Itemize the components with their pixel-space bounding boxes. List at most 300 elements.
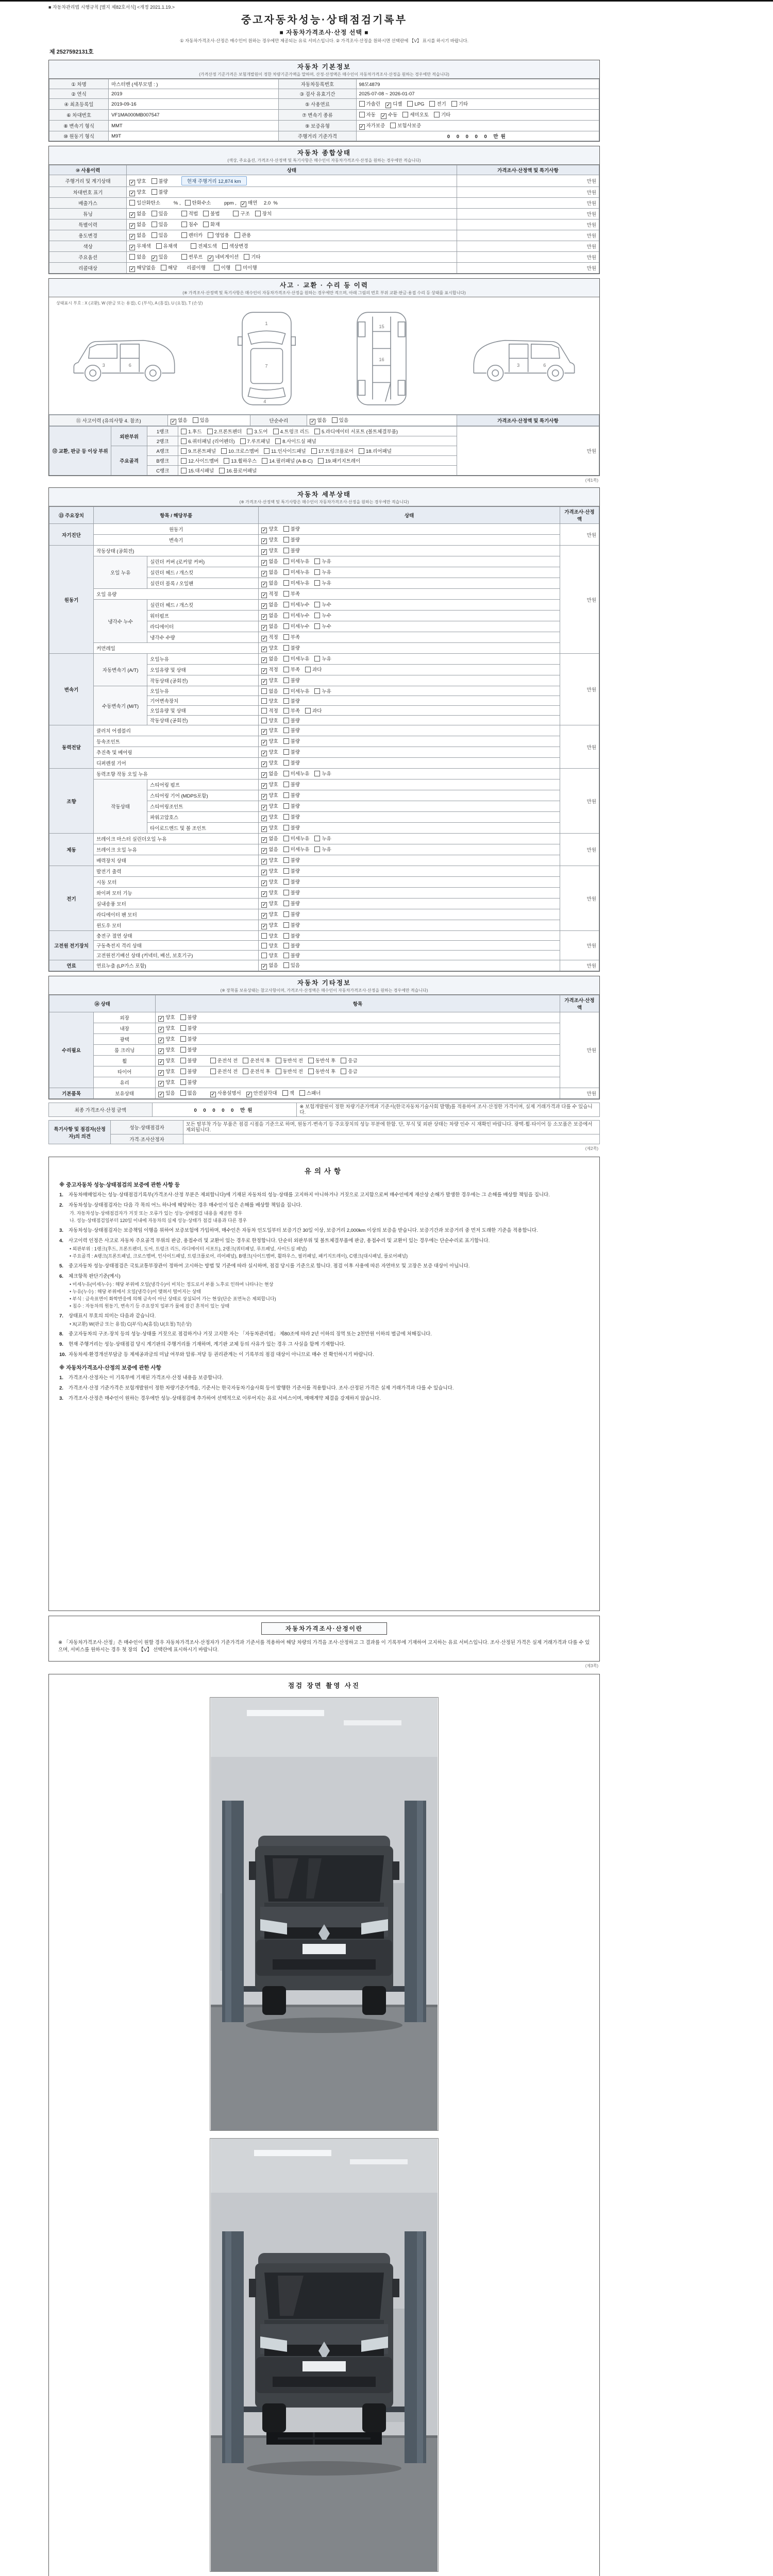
checkbox-불량[interactable] bbox=[283, 952, 300, 959]
checkbox-16.플로어패널[interactable] bbox=[219, 467, 257, 474]
checkbox-일산화탄소[interactable] bbox=[129, 199, 160, 206]
checkbox-box[interactable] bbox=[275, 438, 281, 444]
checkbox-box[interactable] bbox=[429, 101, 435, 107]
checkbox-box[interactable]: ✓ bbox=[159, 1027, 163, 1032]
checkbox-색상변경[interactable] bbox=[222, 242, 248, 249]
checkbox-box[interactable]: ✓ bbox=[130, 180, 135, 185]
checkbox-운전석 전[interactable] bbox=[210, 1057, 238, 1064]
checkbox-10.크로스멤버[interactable] bbox=[221, 447, 259, 454]
checkbox-box[interactable] bbox=[185, 200, 191, 206]
checkbox-box[interactable] bbox=[314, 580, 320, 586]
checkbox-box[interactable] bbox=[283, 857, 289, 863]
checkbox-box[interactable]: ✓ bbox=[262, 560, 267, 566]
checkbox-box[interactable]: ✓ bbox=[262, 625, 267, 631]
checkbox-전기[interactable] bbox=[429, 100, 446, 107]
checkbox-box[interactable] bbox=[152, 232, 157, 238]
checkbox-응급[interactable] bbox=[341, 1067, 357, 1075]
checkbox-box[interactable]: ✓ bbox=[262, 859, 267, 865]
checkbox-없음[interactable] bbox=[261, 568, 278, 577]
checkbox-누유[interactable] bbox=[314, 687, 331, 694]
checkbox-box[interactable] bbox=[283, 962, 289, 968]
checkbox-box[interactable] bbox=[261, 933, 267, 939]
checkbox-세미오토[interactable] bbox=[402, 111, 429, 118]
checkbox-box[interactable]: ✓ bbox=[262, 837, 267, 843]
checkbox-매연[interactable] bbox=[241, 199, 257, 207]
checkbox-부족[interactable] bbox=[283, 666, 300, 673]
checkbox-양호[interactable] bbox=[261, 717, 278, 724]
checkbox-box[interactable] bbox=[180, 1069, 186, 1074]
checkbox-양호[interactable] bbox=[261, 802, 278, 810]
checkbox-17.트렁크플로어[interactable] bbox=[311, 447, 354, 454]
checkbox-없음[interactable] bbox=[261, 845, 278, 854]
checkbox-box[interactable] bbox=[207, 429, 213, 434]
checkbox-box[interactable] bbox=[283, 656, 289, 662]
checkbox-양호[interactable] bbox=[261, 867, 278, 875]
checkbox-미세누유[interactable] bbox=[283, 687, 310, 694]
checkbox-있음[interactable] bbox=[332, 416, 348, 423]
checkbox-box[interactable]: ✓ bbox=[262, 647, 267, 652]
checkbox-box[interactable]: ✓ bbox=[262, 826, 267, 832]
checkbox-없음[interactable] bbox=[129, 210, 146, 218]
checkbox-box[interactable] bbox=[243, 1069, 248, 1074]
checkbox-box[interactable]: ✓ bbox=[262, 668, 267, 674]
checkbox-동반석 후[interactable] bbox=[308, 1057, 335, 1064]
checkbox-썬루프[interactable] bbox=[181, 253, 203, 260]
checkbox-12.사이드멤버[interactable] bbox=[181, 457, 219, 464]
checkbox-box[interactable] bbox=[283, 846, 289, 852]
checkbox-불량[interactable] bbox=[283, 932, 300, 939]
checkbox-box[interactable] bbox=[261, 718, 267, 723]
checkbox-양호[interactable] bbox=[158, 1024, 175, 1032]
checkbox-box[interactable] bbox=[283, 868, 289, 874]
checkbox-box[interactable]: ✓ bbox=[262, 772, 267, 778]
checkbox-불량[interactable] bbox=[152, 177, 168, 184]
checkbox-없음[interactable] bbox=[261, 579, 278, 587]
checkbox-box[interactable] bbox=[264, 448, 270, 454]
checkbox-불량[interactable] bbox=[180, 1046, 197, 1053]
checkbox-잭[interactable] bbox=[282, 1089, 294, 1096]
checkbox-box[interactable] bbox=[247, 429, 253, 434]
checkbox-box[interactable]: ✓ bbox=[130, 212, 135, 218]
checkbox-13.휠하우스[interactable] bbox=[224, 457, 257, 464]
checkbox-LPG[interactable] bbox=[407, 101, 424, 107]
checkbox-누수[interactable] bbox=[314, 622, 331, 630]
checkbox-box[interactable]: ✓ bbox=[262, 902, 267, 908]
checkbox-box[interactable] bbox=[180, 1025, 186, 1031]
checkbox-box[interactable] bbox=[152, 222, 157, 227]
checkbox-양호[interactable] bbox=[129, 177, 146, 185]
checkbox-box[interactable] bbox=[283, 749, 289, 755]
checkbox-box[interactable] bbox=[203, 211, 209, 216]
checkbox-box[interactable]: ✓ bbox=[262, 848, 267, 854]
checkbox-양호[interactable] bbox=[261, 697, 278, 704]
checkbox-box[interactable]: ✓ bbox=[381, 113, 386, 119]
checkbox-불량[interactable] bbox=[180, 1013, 197, 1021]
checkbox-box[interactable] bbox=[261, 688, 267, 694]
checkbox-불량[interactable] bbox=[283, 867, 300, 874]
checkbox-응급[interactable] bbox=[341, 1057, 357, 1064]
checkbox-불량[interactable] bbox=[283, 942, 300, 949]
checkbox-과다[interactable] bbox=[305, 666, 322, 673]
checkbox-box[interactable] bbox=[283, 718, 289, 723]
checkbox-6.쿼터패널 (리어펜더)[interactable] bbox=[181, 437, 234, 445]
checkbox-없음[interactable] bbox=[261, 687, 278, 694]
checkbox-box[interactable] bbox=[283, 623, 289, 629]
checkbox-있음[interactable] bbox=[152, 253, 168, 261]
checkbox-양호[interactable] bbox=[261, 781, 278, 789]
checkbox-box[interactable] bbox=[180, 1058, 186, 1063]
checkbox-box[interactable] bbox=[314, 688, 320, 694]
checkbox-불량[interactable] bbox=[283, 781, 300, 788]
checkbox-양호[interactable] bbox=[261, 878, 278, 886]
checkbox-box[interactable] bbox=[314, 771, 320, 776]
checkbox-불량[interactable] bbox=[180, 1035, 197, 1042]
checkbox-box[interactable] bbox=[359, 448, 364, 454]
checkbox-box[interactable]: ✓ bbox=[171, 419, 176, 425]
checkbox-box[interactable] bbox=[283, 953, 289, 958]
checkbox-누수[interactable] bbox=[314, 601, 331, 608]
checkbox-box[interactable] bbox=[283, 901, 289, 906]
checkbox-box[interactable]: ✓ bbox=[262, 740, 267, 745]
checkbox-box[interactable] bbox=[129, 254, 135, 260]
checkbox-운전석 후[interactable] bbox=[243, 1067, 270, 1075]
checkbox-box[interactable] bbox=[283, 677, 289, 683]
checkbox-box[interactable] bbox=[390, 123, 396, 128]
checkbox-box[interactable] bbox=[193, 417, 198, 423]
checkbox-부족[interactable] bbox=[283, 590, 300, 597]
checkbox-box[interactable]: ✓ bbox=[262, 582, 267, 587]
checkbox-양호[interactable] bbox=[261, 900, 278, 908]
checkbox-box[interactable] bbox=[262, 458, 267, 464]
checkbox-box[interactable] bbox=[181, 458, 187, 464]
checkbox-box[interactable]: ✓ bbox=[247, 1092, 251, 1097]
checkbox-양호[interactable] bbox=[158, 1035, 175, 1043]
checkbox-box[interactable] bbox=[210, 1069, 216, 1074]
checkbox-양호[interactable] bbox=[261, 791, 278, 800]
checkbox-누유[interactable] bbox=[314, 557, 331, 565]
checkbox-무채색[interactable] bbox=[129, 242, 151, 250]
checkbox-box[interactable] bbox=[181, 222, 187, 227]
checkbox-자가보증[interactable] bbox=[359, 122, 385, 130]
checkbox-불량[interactable] bbox=[283, 717, 300, 724]
checkbox-box[interactable] bbox=[276, 1069, 281, 1074]
checkbox-box[interactable]: ✓ bbox=[262, 761, 267, 767]
checkbox-box[interactable] bbox=[283, 613, 289, 618]
checkbox-4.트렁크 리드[interactable] bbox=[273, 428, 309, 435]
checkbox-box[interactable]: ✓ bbox=[262, 891, 267, 897]
checkbox-없음[interactable] bbox=[261, 770, 278, 778]
checkbox-box[interactable] bbox=[261, 708, 267, 714]
checkbox-불량[interactable] bbox=[283, 878, 300, 885]
checkbox-양호[interactable] bbox=[261, 759, 278, 767]
checkbox-불량[interactable] bbox=[283, 759, 300, 766]
checkbox-불량[interactable] bbox=[180, 1024, 197, 1031]
checkbox-11.인사이드패널[interactable] bbox=[264, 447, 306, 454]
checkbox-미세누유[interactable] bbox=[283, 770, 310, 777]
checkbox-없음[interactable] bbox=[261, 612, 278, 620]
checkbox-운전석 후[interactable] bbox=[243, 1057, 270, 1064]
checkbox-box[interactable] bbox=[283, 792, 289, 798]
checkbox-7.루프패널[interactable] bbox=[240, 437, 271, 445]
checkbox-box[interactable] bbox=[283, 814, 289, 820]
checkbox-box[interactable]: ✓ bbox=[130, 266, 135, 272]
checkbox-box[interactable] bbox=[283, 580, 289, 586]
checkbox-box[interactable]: ✓ bbox=[262, 783, 267, 789]
checkbox-양호[interactable] bbox=[261, 910, 278, 919]
checkbox-보험사보증[interactable] bbox=[390, 122, 421, 129]
checkbox-없음[interactable] bbox=[261, 655, 278, 663]
checkbox-box[interactable]: ✓ bbox=[262, 636, 267, 641]
checkbox-box[interactable]: ✓ bbox=[130, 223, 135, 229]
checkbox-부족[interactable] bbox=[283, 633, 300, 640]
checkbox-미세누유[interactable] bbox=[283, 835, 310, 842]
checkbox-box[interactable]: ✓ bbox=[386, 103, 391, 108]
checkbox-양호[interactable] bbox=[261, 676, 278, 685]
checkbox-양호[interactable] bbox=[261, 952, 278, 959]
checkbox-box[interactable] bbox=[283, 933, 289, 939]
checkbox-box[interactable] bbox=[181, 468, 187, 473]
checkbox-box[interactable] bbox=[359, 112, 365, 117]
checkbox-box[interactable]: ✓ bbox=[262, 924, 267, 929]
checkbox-box[interactable]: ✓ bbox=[262, 528, 267, 533]
checkbox-미세누유[interactable] bbox=[283, 655, 310, 662]
checkbox-구조[interactable] bbox=[233, 210, 249, 217]
checkbox-불량[interactable] bbox=[283, 910, 300, 918]
checkbox-장치[interactable] bbox=[255, 210, 272, 217]
checkbox-box[interactable] bbox=[332, 417, 338, 423]
checkbox-box[interactable] bbox=[299, 1090, 305, 1096]
checkbox-box[interactable]: ✓ bbox=[262, 592, 267, 598]
checkbox-탄화수소[interactable] bbox=[185, 199, 211, 206]
checkbox-box[interactable] bbox=[161, 265, 166, 270]
checkbox-안전삼각대[interactable] bbox=[246, 1089, 277, 1097]
checkbox-누유[interactable] bbox=[314, 770, 331, 777]
checkbox-box[interactable] bbox=[203, 222, 209, 227]
checkbox-box[interactable] bbox=[261, 698, 267, 704]
checkbox-미세누유[interactable] bbox=[283, 845, 310, 853]
checkbox-부족[interactable] bbox=[283, 707, 300, 714]
checkbox-불량[interactable] bbox=[180, 1067, 197, 1075]
checkbox-기타[interactable] bbox=[244, 253, 260, 260]
checkbox-box[interactable] bbox=[283, 836, 289, 841]
checkbox-box[interactable] bbox=[222, 243, 228, 249]
checkbox-적정[interactable] bbox=[261, 707, 278, 714]
checkbox-box[interactable] bbox=[180, 1047, 186, 1053]
checkbox-box[interactable] bbox=[314, 429, 320, 434]
checkbox-미세누수[interactable] bbox=[283, 601, 310, 608]
checkbox-양호[interactable] bbox=[261, 942, 278, 949]
checkbox-box[interactable] bbox=[181, 448, 187, 454]
checkbox-box[interactable] bbox=[240, 438, 246, 444]
checkbox-가솔린[interactable] bbox=[359, 100, 381, 107]
checkbox-box[interactable] bbox=[129, 200, 135, 206]
checkbox-양호[interactable] bbox=[158, 1078, 175, 1087]
checkbox-box[interactable]: ✓ bbox=[262, 549, 267, 555]
checkbox-불량[interactable] bbox=[283, 676, 300, 684]
checkbox-15.대시패널[interactable] bbox=[181, 467, 214, 474]
checkbox-불량[interactable] bbox=[283, 802, 300, 809]
checkbox-불량[interactable] bbox=[180, 1057, 197, 1064]
checkbox-box[interactable] bbox=[181, 211, 187, 216]
checkbox-양호[interactable] bbox=[261, 547, 278, 555]
checkbox-box[interactable] bbox=[283, 548, 289, 553]
checkbox-box[interactable]: ✓ bbox=[130, 234, 135, 240]
checkbox-box[interactable] bbox=[314, 602, 320, 607]
checkbox-box[interactable] bbox=[305, 667, 311, 672]
checkbox-양호[interactable] bbox=[261, 813, 278, 821]
checkbox-box[interactable] bbox=[314, 623, 320, 629]
checkbox-box[interactable] bbox=[181, 429, 187, 434]
checkbox-양호[interactable] bbox=[261, 525, 278, 533]
checkbox-불량[interactable] bbox=[283, 813, 300, 820]
checkbox-3.도어[interactable] bbox=[247, 428, 267, 435]
checkbox-적정[interactable] bbox=[261, 590, 278, 598]
checkbox-사용설명서[interactable] bbox=[210, 1089, 241, 1097]
checkbox-네비게이션[interactable] bbox=[208, 253, 239, 261]
checkbox-box[interactable] bbox=[255, 211, 261, 216]
checkbox-box[interactable] bbox=[283, 825, 289, 831]
checkbox-box[interactable] bbox=[234, 232, 240, 238]
checkbox-운전석 전[interactable] bbox=[210, 1067, 238, 1075]
checkbox-box[interactable]: ✓ bbox=[159, 1092, 163, 1097]
checkbox-box[interactable] bbox=[208, 232, 213, 238]
checkbox-기타[interactable] bbox=[451, 100, 468, 107]
checkbox-미세누수[interactable] bbox=[283, 612, 310, 619]
checkbox-box[interactable]: ✓ bbox=[159, 1038, 163, 1043]
checkbox-유채색[interactable] bbox=[156, 242, 178, 249]
checkbox-box[interactable] bbox=[283, 890, 289, 895]
checkbox-불량[interactable] bbox=[283, 791, 300, 799]
checkbox-box[interactable] bbox=[305, 708, 311, 714]
checkbox-누수[interactable] bbox=[314, 612, 331, 619]
checkbox-box[interactable] bbox=[283, 634, 289, 640]
checkbox-box[interactable] bbox=[283, 708, 289, 714]
checkbox-box[interactable] bbox=[243, 1058, 248, 1063]
checkbox-미세누수[interactable] bbox=[283, 622, 310, 630]
checkbox-불법[interactable] bbox=[203, 210, 220, 217]
checkbox-누유[interactable] bbox=[314, 845, 331, 853]
checkbox-양호[interactable] bbox=[261, 644, 278, 652]
checkbox-있음[interactable] bbox=[152, 210, 168, 217]
checkbox-box[interactable] bbox=[283, 602, 289, 607]
checkbox-렌터카[interactable] bbox=[181, 231, 203, 239]
checkbox-없음[interactable] bbox=[310, 416, 326, 425]
checkbox-없음[interactable] bbox=[261, 601, 278, 609]
checkbox-디젤[interactable] bbox=[385, 100, 402, 108]
checkbox-box[interactable]: ✓ bbox=[208, 256, 213, 261]
checkbox-있음[interactable] bbox=[158, 1089, 175, 1097]
checkbox-없음[interactable] bbox=[129, 231, 146, 240]
checkbox-box[interactable] bbox=[156, 243, 162, 249]
checkbox-불량[interactable] bbox=[180, 1078, 197, 1086]
checkbox-box[interactable]: ✓ bbox=[262, 657, 267, 663]
checkbox-box[interactable]: ✓ bbox=[359, 124, 364, 130]
checkbox-box[interactable] bbox=[214, 265, 220, 270]
checkbox-box[interactable] bbox=[224, 458, 229, 464]
checkbox-양호[interactable] bbox=[129, 188, 146, 196]
checkbox-미세누유[interactable] bbox=[283, 568, 310, 575]
checkbox-box[interactable] bbox=[180, 1079, 186, 1085]
checkbox-box[interactable] bbox=[219, 468, 225, 473]
checkbox-box[interactable] bbox=[180, 1014, 186, 1020]
checkbox-없음[interactable] bbox=[129, 253, 146, 260]
checkbox-box[interactable] bbox=[273, 429, 279, 434]
checkbox-있음[interactable] bbox=[283, 961, 300, 969]
checkbox-box[interactable] bbox=[210, 1058, 216, 1063]
checkbox-동반석 후[interactable] bbox=[308, 1067, 335, 1075]
checkbox-box[interactable] bbox=[283, 667, 289, 672]
checkbox-양호[interactable] bbox=[158, 1013, 175, 1022]
checkbox-box[interactable]: ✓ bbox=[262, 571, 267, 577]
checkbox-box[interactable]: ✓ bbox=[262, 964, 267, 970]
checkbox-box[interactable] bbox=[180, 1090, 186, 1096]
checkbox-양호[interactable] bbox=[261, 748, 278, 756]
checkbox-box[interactable] bbox=[261, 953, 267, 958]
checkbox-box[interactable] bbox=[314, 569, 320, 575]
checkbox-과다[interactable] bbox=[305, 707, 322, 714]
checkbox-box[interactable] bbox=[314, 613, 320, 618]
checkbox-불량[interactable] bbox=[283, 644, 300, 651]
checkbox-8.사이드실 패널[interactable] bbox=[275, 437, 316, 445]
checkbox-양호[interactable] bbox=[158, 1067, 175, 1076]
checkbox-box[interactable]: ✓ bbox=[152, 256, 157, 261]
checkbox-box[interactable] bbox=[407, 101, 413, 107]
checkbox-동반석 전[interactable] bbox=[276, 1057, 303, 1064]
checkbox-없음[interactable] bbox=[180, 1089, 197, 1096]
checkbox-box[interactable] bbox=[181, 232, 187, 238]
checkbox-box[interactable] bbox=[314, 846, 320, 852]
checkbox-box[interactable]: ✓ bbox=[262, 870, 267, 875]
checkbox-box[interactable] bbox=[283, 537, 289, 543]
checkbox-양호[interactable] bbox=[261, 737, 278, 745]
checkbox-box[interactable]: ✓ bbox=[310, 419, 315, 425]
checkbox-box[interactable] bbox=[314, 656, 320, 662]
checkbox-box[interactable] bbox=[283, 738, 289, 744]
checkbox-box[interactable] bbox=[451, 101, 457, 107]
checkbox-box[interactable]: ✓ bbox=[262, 603, 267, 609]
checkbox-수동[interactable] bbox=[381, 111, 397, 119]
checkbox-양호[interactable] bbox=[158, 1057, 175, 1065]
checkbox-box[interactable] bbox=[152, 189, 157, 195]
checkbox-box[interactable] bbox=[308, 1069, 314, 1074]
checkbox-box[interactable]: ✓ bbox=[211, 1092, 215, 1097]
checkbox-양호[interactable] bbox=[261, 889, 278, 897]
checkbox-없음[interactable] bbox=[171, 416, 187, 425]
checkbox-box[interactable]: ✓ bbox=[262, 614, 267, 620]
checkbox-box[interactable]: ✓ bbox=[262, 805, 267, 810]
checkbox-box[interactable]: ✓ bbox=[159, 1070, 163, 1076]
checkbox-미세누유[interactable] bbox=[283, 579, 310, 586]
checkbox-box[interactable]: ✓ bbox=[262, 729, 267, 735]
checkbox-box[interactable] bbox=[244, 254, 249, 260]
checkbox-box[interactable] bbox=[221, 448, 227, 454]
checkbox-5.라디에이터 서포트 (볼트체결부품)[interactable] bbox=[314, 428, 398, 435]
checkbox-불량[interactable] bbox=[283, 737, 300, 744]
checkbox-불량[interactable] bbox=[283, 547, 300, 554]
checkbox-누유[interactable] bbox=[314, 835, 331, 842]
checkbox-전체도색[interactable] bbox=[191, 242, 217, 249]
checkbox-해당없음[interactable] bbox=[129, 264, 156, 272]
checkbox-자동[interactable] bbox=[359, 111, 376, 118]
checkbox-불량[interactable] bbox=[152, 188, 168, 195]
checkbox-box[interactable] bbox=[318, 458, 324, 464]
checkbox-화재[interactable] bbox=[203, 221, 220, 228]
checkbox-양호[interactable] bbox=[261, 932, 278, 939]
checkbox-양호[interactable] bbox=[261, 856, 278, 865]
checkbox-box[interactable] bbox=[152, 211, 157, 216]
checkbox-box[interactable] bbox=[283, 943, 289, 948]
checkbox-box[interactable]: ✓ bbox=[262, 794, 267, 800]
